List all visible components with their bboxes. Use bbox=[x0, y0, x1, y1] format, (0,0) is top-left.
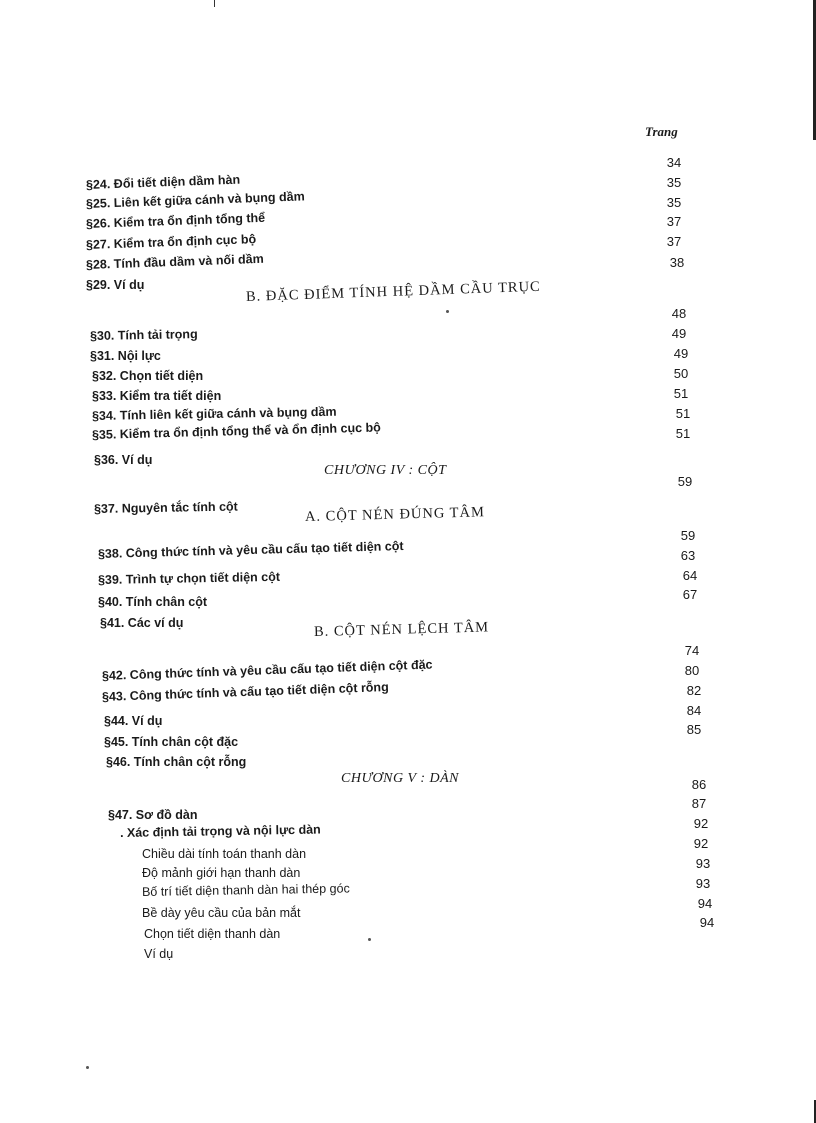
page-column-label: Trang bbox=[645, 124, 678, 139]
page-number: 94 bbox=[697, 896, 713, 911]
toc-entry: §39. Trình tự chọn tiết diện cột bbox=[97, 569, 281, 587]
toc-entry: §26. Kiểm tra ổn định tổng thể bbox=[85, 210, 266, 231]
page-number: 48 bbox=[671, 306, 687, 321]
page-number: 92 bbox=[693, 836, 709, 851]
page-number: 35 bbox=[666, 175, 682, 190]
scan-mark bbox=[214, 0, 215, 7]
scan-speck bbox=[446, 310, 449, 313]
page-number: 49 bbox=[671, 326, 687, 341]
toc-entry: Chiều dài tính toán thanh dàn bbox=[142, 847, 307, 861]
page-number: 94 bbox=[699, 915, 715, 930]
page-number: 59 bbox=[680, 528, 696, 543]
toc-entry: §36. Ví dụ bbox=[94, 453, 153, 467]
page-number: 74 bbox=[684, 643, 700, 658]
page-number: 92 bbox=[693, 816, 709, 831]
toc-entry: §43. Công thức tính và cấu tạo tiết diện cột rỗng bbox=[101, 679, 389, 704]
toc-entry: §46. Tính chân cột rỗng bbox=[106, 755, 247, 769]
toc-entry: Chọn tiết diện thanh dàn bbox=[144, 927, 281, 941]
page-number: 80 bbox=[684, 663, 700, 678]
page-number: 51 bbox=[675, 406, 691, 421]
page-number: 37 bbox=[666, 234, 682, 249]
part-heading: B. CỘT NÉN LỆCH TÂM bbox=[313, 619, 490, 640]
page-number: 35 bbox=[666, 195, 682, 210]
toc-entry: §42. Công thức tính và yêu cầu cấu tạo tiết diện cột đặc bbox=[101, 657, 433, 683]
page-number: 86 bbox=[691, 777, 707, 792]
toc-entry: §38. Công thức tính và yêu cầu cấu tạo tiết diện cột bbox=[97, 539, 404, 561]
toc-entry: §40. Tính chân cột bbox=[98, 595, 208, 609]
page-number: 59 bbox=[677, 474, 693, 489]
page-number: 37 bbox=[666, 214, 682, 229]
page-number: 67 bbox=[682, 587, 698, 602]
toc-entry: §41. Các ví dụ bbox=[100, 616, 184, 630]
page-number: 50 bbox=[673, 366, 689, 381]
toc-entry: Bố trí tiết diện thanh dàn hai thép góc bbox=[141, 881, 350, 899]
page-number: 84 bbox=[686, 703, 702, 718]
page-number: 64 bbox=[682, 568, 698, 583]
toc-entry: Bề dày yêu cầu của bản mắt bbox=[142, 906, 301, 920]
page-number: 93 bbox=[695, 876, 711, 891]
toc-entry: Ví dụ bbox=[144, 947, 174, 961]
toc-entry: §44. Ví dụ bbox=[104, 714, 163, 728]
toc-entry: §35. Kiểm tra ổn định tổng thể và ổn định cục bộ bbox=[91, 420, 382, 442]
toc-entry: §30. Tính tải trọng bbox=[89, 327, 198, 343]
toc-entry: §32. Chọn tiết diện bbox=[92, 369, 204, 383]
chapter-heading: CHƯƠNG IV : CỘT bbox=[324, 463, 447, 478]
scan-speck bbox=[368, 938, 371, 941]
toc-entry: §24. Đổi tiết diện dầm hàn bbox=[85, 172, 241, 192]
toc-entry: §37. Nguyên tắc tính cột bbox=[93, 499, 238, 516]
page-number: 82 bbox=[686, 683, 702, 698]
toc-entry: . Xác định tải trọng và nội lực dàn bbox=[119, 822, 321, 840]
toc-entry: §27. Kiểm tra ổn định cục bộ bbox=[85, 232, 257, 252]
page-number: 63 bbox=[680, 548, 696, 563]
page-number: 38 bbox=[669, 255, 685, 270]
scan-speck bbox=[86, 1066, 89, 1069]
page-number: 51 bbox=[673, 386, 689, 401]
part-heading: A. CỘT NÉN ĐÚNG TÂM bbox=[304, 504, 486, 525]
toc-entry: §31. Nội lực bbox=[90, 349, 161, 363]
page-number: 93 bbox=[695, 856, 711, 871]
chapter-heading: CHƯƠNG V : DÀN bbox=[341, 771, 460, 786]
toc-entry: Độ mảnh giới hạn thanh dàn bbox=[142, 866, 301, 880]
page-number: 51 bbox=[675, 426, 691, 441]
page-number: 34 bbox=[666, 155, 682, 170]
page-number: 85 bbox=[686, 722, 702, 737]
toc-entry: §47. Sơ đồ dàn bbox=[108, 808, 198, 822]
toc-entry: §29. Ví dụ bbox=[86, 278, 145, 292]
toc-entry: §28. Tính đầu dầm và nối dầm bbox=[85, 251, 264, 272]
page-number: 49 bbox=[673, 346, 689, 361]
toc-entry: §34. Tính liên kết giữa cánh và bụng dầm bbox=[91, 404, 337, 423]
part-heading: B. ĐẶC ĐIỂM TÍNH HỆ DẦM CẦU TRỤC bbox=[245, 278, 541, 305]
toc-entry: §33. Kiểm tra tiết diện bbox=[92, 389, 222, 403]
page-number: 87 bbox=[691, 796, 707, 811]
toc-entry: §25. Liên kết giữa cánh và bụng dầm bbox=[85, 189, 305, 211]
toc-entry: §45. Tính chân cột đặc bbox=[104, 735, 239, 749]
